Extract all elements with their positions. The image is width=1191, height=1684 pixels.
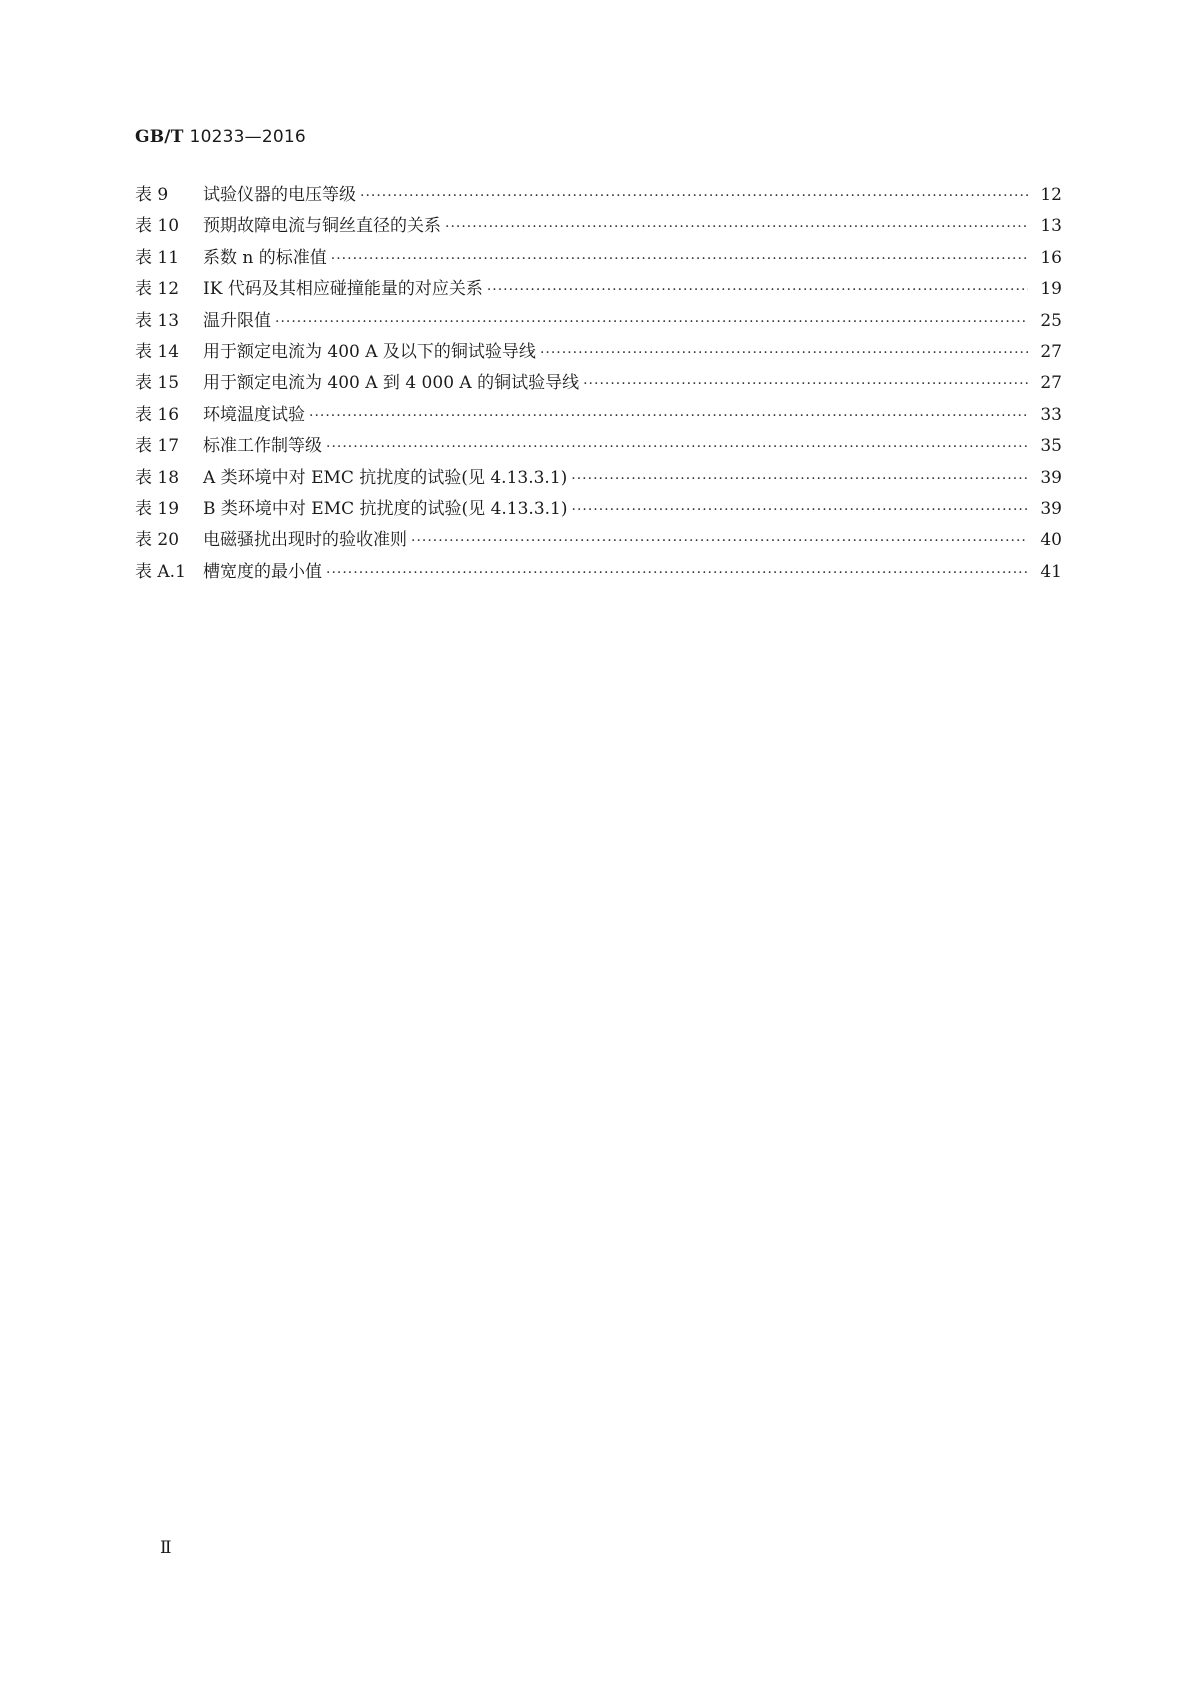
toc-entry[interactable] [135,525,1062,556]
toc-leader-dots [309,408,1028,424]
toc-entry[interactable] [135,306,1062,337]
toc-entry-label: 表 12 [135,279,180,300]
toc-entry-title: 槽宽度的最小值 [203,561,322,582]
toc-leader-dots [360,188,1028,204]
toc-entry-title: 用于额定电流为 400 A 到 4 000 A 的铜试验导线 [203,373,580,394]
toc-entry-page: 13 [1040,216,1062,237]
toc-entry-title: IK 代码及其相应碰撞能量的对应关系 [203,279,483,300]
toc-leader-dots [583,376,1028,392]
toc-leader-dots [487,282,1028,298]
toc-entry-label: 表 14 [135,341,180,362]
toc-entry-title: 预期故障电流与铜丝直径的关系 [203,216,441,237]
toc-entry-label: 表 9 [135,185,169,205]
toc-entry-label: 表 13 [135,310,180,331]
toc-entry-page: 33 [1040,404,1062,425]
toc-entry-page: 35 [1040,436,1062,457]
toc-entry[interactable] [135,243,1062,274]
toc-entry-title: 温升限值 [203,310,271,331]
toc-entry-title: 系数 n 的标准值 [203,247,327,268]
toc-entry-title: 环境温度试验 [203,404,305,425]
toc-entry-label: 表 11 [135,247,180,268]
toc-entry[interactable] [135,180,1062,211]
table-of-tables [135,180,1062,588]
standard-prefix: GB/T [135,127,184,147]
toc-entry[interactable] [135,431,1062,462]
toc-entry[interactable] [135,211,1062,242]
standard-number: 10233—2016 [189,127,306,147]
toc-leader-dots [275,314,1028,330]
toc-entry-label: 表 16 [135,404,180,425]
toc-entry[interactable] [135,463,1062,494]
toc-entry-page: 40 [1040,530,1062,551]
toc-entry-title: 用于额定电流为 400 A 及以下的铜试验导线 [203,341,536,362]
toc-leader-dots [445,219,1028,235]
toc-entry[interactable] [135,400,1062,431]
page-number: Ⅱ [160,1538,172,1558]
toc-entry-page: 19 [1040,279,1062,300]
toc-entry[interactable] [135,337,1062,368]
toc-leader-dots [331,251,1028,267]
toc-entry-title: 试验仪器的电压等级 [203,185,356,205]
document-header [135,127,306,147]
toc-leader-dots [572,502,1029,518]
toc-entry-label: 表 19 [135,498,180,519]
toc-leader-dots [326,565,1028,581]
toc-leader-dots [540,345,1028,361]
toc-leader-dots [326,439,1028,455]
toc-entry-label: 表 17 [135,436,180,457]
toc-entry-page: 16 [1040,247,1062,268]
toc-entry[interactable] [135,368,1062,399]
toc-entry-page: 39 [1040,498,1062,519]
toc-entry-page: 39 [1040,467,1062,488]
toc-entry-label: 表 10 [135,216,180,237]
toc-entry-label: 表 18 [135,467,180,488]
toc-leader-dots [571,471,1028,487]
toc-entry-title: 电磁骚扰出现时的验收准则 [203,530,407,551]
toc-entry-page: 27 [1040,341,1062,362]
toc-entry-title: 标准工作制等级 [203,436,322,457]
toc-entry-page: 27 [1040,373,1062,394]
toc-entry-page: 25 [1040,310,1062,331]
toc-entry-title: A 类环境中对 EMC 抗扰度的试验(见 4.13.3.1) [203,467,568,488]
toc-entry-title: B 类环境中对 EMC 抗扰度的试验(见 4.13.3.1) [203,498,568,519]
toc-leader-dots [411,533,1028,549]
toc-entry[interactable] [135,557,1062,588]
toc-entry[interactable] [135,274,1062,305]
toc-entry-label: 表 20 [135,530,180,551]
toc-entry-page: 41 [1040,561,1062,582]
toc-entry[interactable] [135,494,1062,525]
toc-entry-label: 表 A.1 [135,561,186,582]
toc-entry-label: 表 15 [135,373,180,394]
toc-entry-page: 12 [1040,185,1062,205]
